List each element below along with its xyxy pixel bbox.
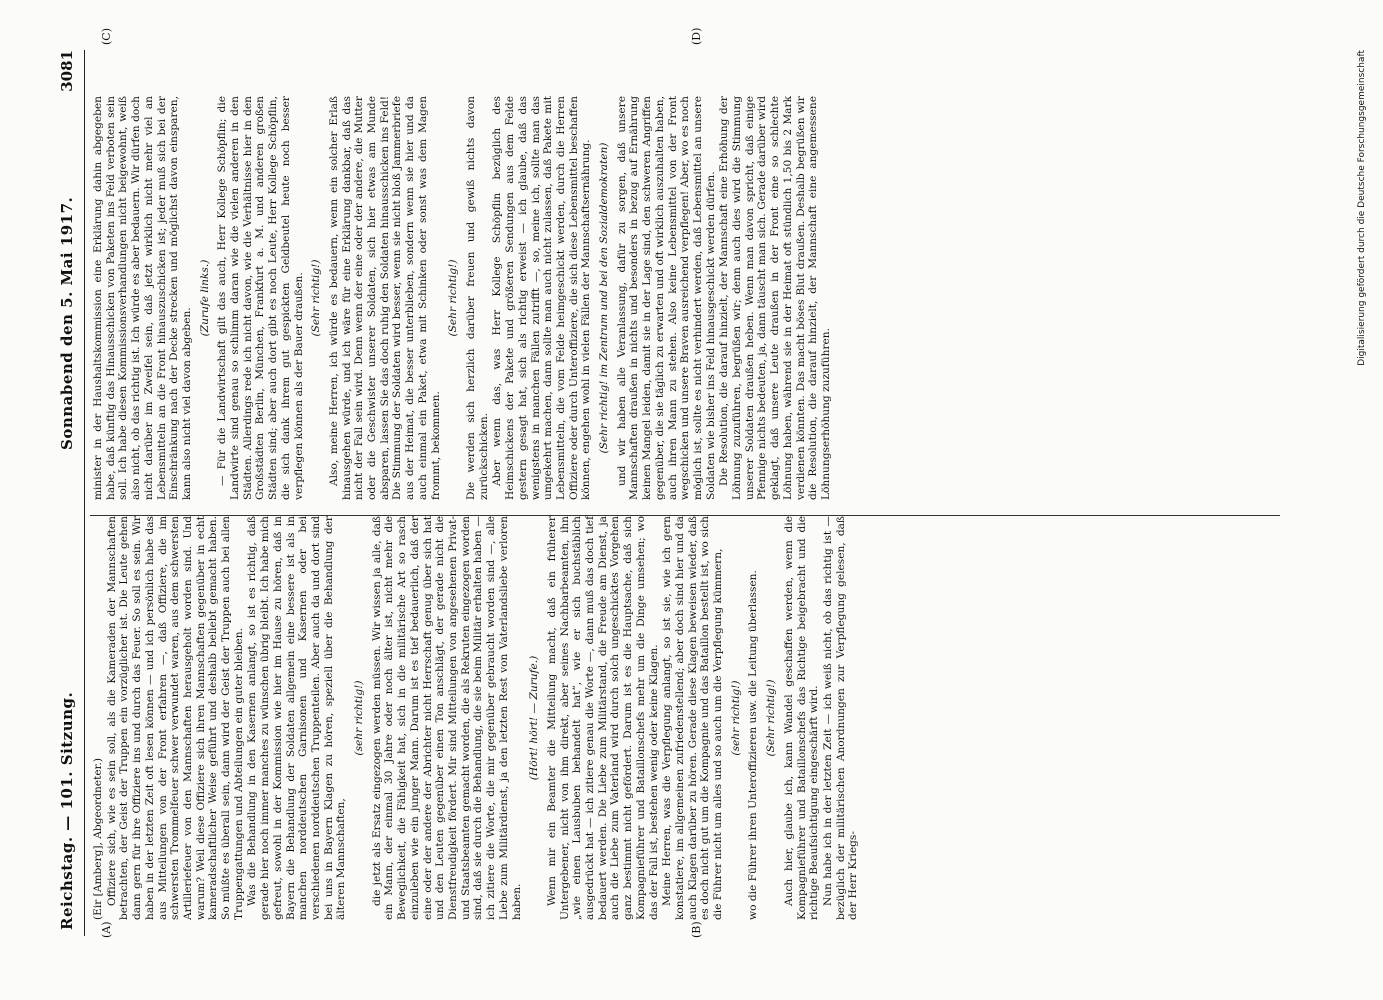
paragraph: Die Resolution, die darauf hinzielt, der Mannschaft eine Erhöhung der Löhnung zuzuführen, begrüßen wir; denn auch dies wird die Stimmung unserer Soldaten draußen heben. Wenn man davon spricht, daß einige Pfennige nichts bedeuten, ja, dann täuscht man sich. Gerade darüber wird geklagt, daß unsere Leute draußen in der Front eine so schlechte Löhnung haben, während sie in der Heimat oft stündlich 1,50 bis 2 Mark verdienen könnten. Das macht böses Blut draußen. Deshalb begrüßen wir die Resolution, die darauf hinzielt, der Mannschaft eine angemessene Löhnungserhöhung zuzuführen.	[718, 96, 832, 500]
paragraph: Offiziere sich, wie es sein soll, als die Kameraden der Mannschaften betrachten, der Geist der Truppen ein vorzüglicher ist. Die Leute gehen dann gern für ihre Offiziere ins und durch das Feuer. So soll es sein. Wir haben in der letzten Zeit oft lesen können — und ich persönlich habe das aus Mitteilungen von der Front erfahren —, daß Offiziere, die im schwersten Trommelfeuer schwer verwundet waren, aus dem schwersten Artilleriefeuer von den Mannschaften herausgeholt worden sind. Und warum? Weil diese Offiziere sich ihren Mannschaften gegenüber in echt kameradschaftlicher Weise geführt und deshalb beliebt gemacht haben. So müßte es überall sein, dann wird der Geist der Truppen auch bei allen Truppengattungen und Abteilungen ein guter bleiben.	[105, 516, 245, 920]
paragraph: (sehr richtig!)	[353, 680, 366, 756]
paragraph: — Für die Landwirtschaft gilt das auch, Herr Kollege Schöpflin; die Landwirte sind genau so schlimm daran wie die vielen anderen in den Städten. Allerdings rede ich nicht davon, wie die Verhältnisse hier in den Großstädten Berlin, München, Frankfurt a. M. und anderen großen Städten sind; aber auch dort gibt es noch Leute, Herr Kollege Schöpflin, die sich dank ihrem gut gespickten Geldbeutel heute noch besser verpflegen können als der Bauer draußen.	[216, 96, 305, 500]
paragraph: (Sehr richtig!)	[447, 259, 460, 337]
paragraph: Auch hier, glaube ich, kann Wandel geschaffen werden, wenn die Kompagnieführer und Bataillonschefs das Richtige beigebracht und die richtige Beaufsichtigung eingeschärft wird.	[782, 516, 821, 920]
page-number: 3081	[58, 50, 76, 92]
paragraph: (Sehr richtig!)	[310, 259, 323, 337]
margin-marker-d: (D)	[690, 27, 703, 45]
paragraph: Wenn mir ein Beamter die Mitteilung macht, daß ein früherer Untergebener, nicht von ihm direkt, aber seines Nachbarbeamten, ihn „wie einen Lausbuben behandelt hat“, wie er sich buchstäblich ausgedrückt hat — ich zitiere genau die Worte —, dann muß das doch tief bedauert werden. Die Liebe zum Militärstand, die Freude am Dienst, ja auch die Liebe zum Vaterland wird durch solch ungeschicktes Vorgehen ganz bestimmt nicht gefördert. Darum ist es die Hauptsache, daß sich Kompagnieführer und Bataillonschefs mehr um die Dinge umsehen; wo das der Fall ist, bestehen wenig oder keine Klagen.	[545, 516, 660, 920]
header-date: Sonnabend den 5. Mai 1917.	[58, 196, 76, 450]
digitization-credit: Digitalisierung gefördert durch die Deutsche Forschungsgemeinschaft	[1357, 50, 1367, 366]
header-rule	[84, 50, 85, 936]
paragraph: (sehr richtig!)	[729, 680, 742, 756]
paragraph: und wir haben alle Veranlassung, dafür zu sorgen, daß unsere Mannschaften draußen in nichts und besonders in bezug auf Ernährung keinen Mangel leiden, damit sie in der Lage sind, den schweren Angriffen gegenüber, die sie täglich zu erwarten und oft wirklich auszuhalten haben, auch ihren Mann zu stehen. Also keine Lebensmittel von der Front wegschicken und unsere Braven ausreichend verpflegen! Aber, wo es noch möglich ist, sollte es nicht verhindert werden, daß Lebensmittel an unsere Soldaten wie bisher ins Feld hinausgeschickt werden dürfen.	[615, 96, 717, 500]
paragraph: (Sehr richtig! im Zentrum und bei den Sozialdemokraten)	[598, 142, 611, 454]
header-left: Reichstag. — 101. Sitzung.	[58, 691, 76, 930]
paragraph: Nun habe ich in der letzten Zeit — ich weiß nicht, ob das richtig ist — bezüglich der militärischen Anordnungen zur Verpflegung gelesen, daß der Herr Kriegs-	[821, 516, 860, 920]
paragraph: minister in der Haushaltskommission eine Erklärung dahin abgegeben habe, daß künftig das Hinausschicken von Paketen ins Feld verboten sein soll. Ich habe diesen Kommissionsverhandlungen nicht beigewohnt, weiß also nicht, ob das richtig ist. Ich würde es aber bedauern. Wir dürfen doch nicht darüber im Zweifel sein, daß jetzt wirklich nicht mehr viel an Lebensmitteln an die Front hinauszuschicken ist; jeder muß sich bei der Einschränkung nach der Decke strecken und möglichst davon einsparen, kann also nicht viel davon abgeben.	[92, 96, 193, 500]
margin-marker-c: (C)	[100, 28, 113, 45]
right-text-column	[92, 96, 834, 500]
paragraph: wo die Führer ihren Unteroffizieren usw. die Leitung überlassen.	[747, 570, 760, 920]
paragraph: die jetzt als Ersatz eingezogen werden müssen. Wir wissen ja alle, daß ein Mann, der einmal 30 Jahre oder noch älter ist, nicht mehr die Beweglichkeit, die Fähigkeit hat, sich in die militärische Art so rasch einzuleben wie ein junger Mann. Darum ist es tief bedauerlich, daß der eine oder der andere der Abrichter nicht Herrschaft genug über sich hat und den Leuten gegenüber einen Ton anschlägt, der gerade nicht die Dienstfreudigkeit fördert. Mir sind Mitteilungen von angesehenen Privat- und Staatsbeamten gemacht worden, die als Rekruten eingezogen worden sind, daß sie durch die Behandlung, die sie beim Militär erhalten haben — ich zitiere die Worte, die mir gegenüber gebraucht worden sind —, alle Liebe zum Militärdienst, ja den letzten Rest von Vaterlandsliebe verloren haben.	[370, 516, 523, 920]
paragraph: (Sehr richtig!)	[765, 679, 778, 757]
paragraph: Was die Behandlung in den Kasernen anlangt, so ist es richtig, daß gerade hier noch immer manches zu wünschen übrig bleibt. Ich habe mich gefreut, sowohl in der Kommission wie hier im Hause zu hören, daß in Bayern die Behandlung der Soldaten allgemein eine bessere ist als in manchen norddeutschen Garnisonen und Kasernen oder bei verschiedenen norddeutschen Truppenteilen. Aber auch da und dort sind bei uns in Bayern Klagen zu hören, speziell über die Behandlung der älteren Mannschaften,	[246, 516, 348, 920]
margin-marker-b: (B)	[690, 921, 703, 938]
paragraph: (Eir [Amberg], Abgeordneter.)	[92, 757, 104, 920]
margin-marker-a: (A)	[100, 921, 113, 938]
paragraph: Die werden sich herzlich darüber freuen und gewiß nichts davon zurückschicken.	[464, 96, 490, 500]
paragraph: Also, meine Herren, ich würde es bedauern, wenn ein solcher Erlaß hinausgehen würde, und ich wäre für eine Erklärung dankbar, daß das nicht der Fall sein wird. Denn wenn der eine oder der andere, die Mutter oder die Geschwister unserer Soldaten, sich hier etwas am Munde absparen, lassen Sie das doch ruhig den Soldaten hinausschicken ins Feld! Die Stimmung der Soldaten wird besser, wenn sie nicht bloß Jammerbriefe aus der Heimat, die besser unterblieben, sondern wenn sie hier und da auch einmal ein Paket, etwa mit Schinken oder sonst was dem Magen frommt, bekommen.	[327, 96, 442, 500]
paragraph: Aber wenn das, was Herr Kollege Schöpflin bezüglich des Heimschickens der Pakete und größeren Sendungen aus dem Felde gestern gesagt hat, sich als richtig erweist — ich glaube, daß das wenigstens in manchen Fällen zutrifft —, so, meine ich, sollte man das umgekehrt machen, dann sollte man auch nicht zulassen, daß Pakete mit Lebensmitteln, die vom Felde heimgeschickt werden, durch die Herren Offiziere oder durch Unteroffiziere, die sich diese Lebensmittel beschaffen können, engehen wohl in vielen Fällen der Mannschaftsernährung.	[491, 96, 593, 500]
paragraph: (Hört! hört! — Zurufe.)	[528, 655, 541, 781]
left-text-column	[92, 516, 861, 920]
paragraph: (Zurufe links.)	[198, 259, 211, 337]
paragraph: Meine Herren, was die Verpflegung anlangt, so ist sie, wie ich gern konstatiere, im allgemeinen zufriedenstellend; aber doch sind hier und da auch Klagen darüber zu hören. Gerade diese Klagen beweisen wieder, daß es doch nicht gut um die Kompagnie und das Bataillon bestellt ist, wo sich die Führer nicht um alles und so auch um die Verpflegung kümmern,	[661, 516, 725, 920]
